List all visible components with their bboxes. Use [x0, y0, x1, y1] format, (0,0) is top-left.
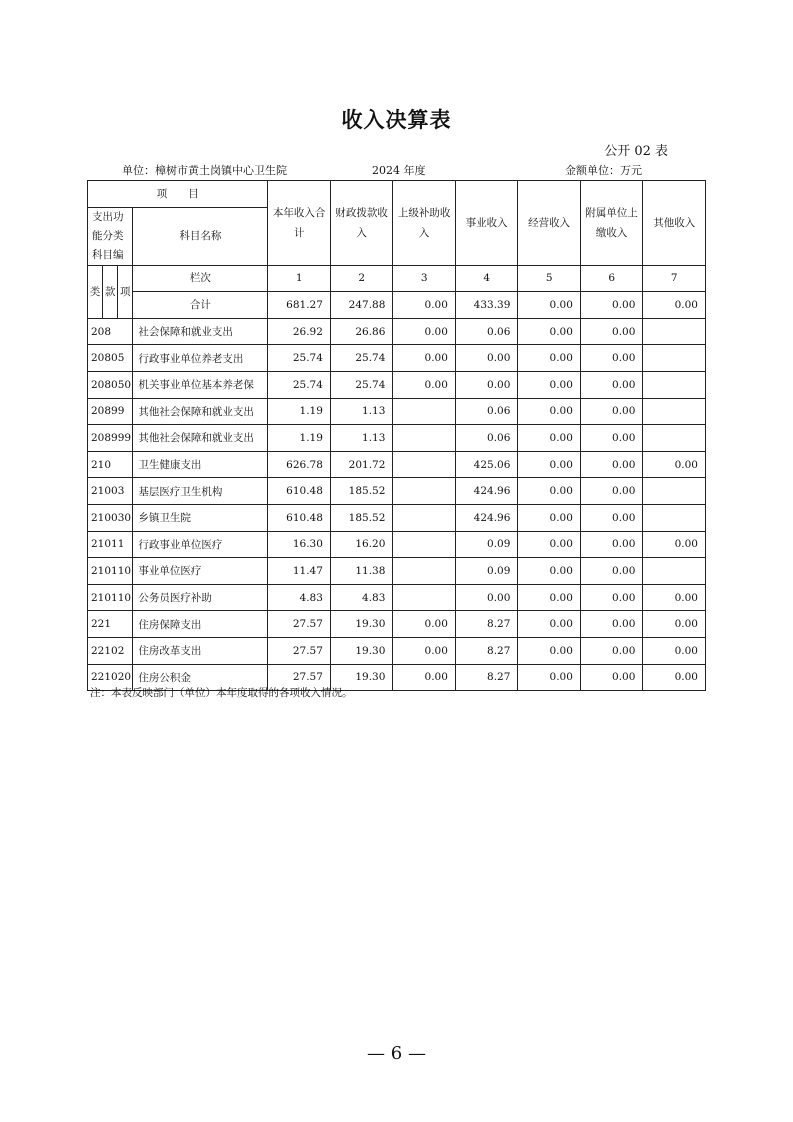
value-cell: 0.00 — [393, 371, 456, 398]
value-cell: 25.74 — [268, 371, 331, 398]
value-cell: 0.00 — [580, 611, 643, 638]
row-label: 栏次 — [133, 265, 268, 292]
table-row — [88, 584, 706, 611]
total-label: 合计 — [133, 292, 268, 319]
column-index-row — [88, 265, 706, 292]
value-cell: 185.52 — [330, 478, 393, 505]
value-cell: 1.13 — [330, 425, 393, 452]
value-cell: 0.00 — [518, 637, 581, 664]
value-cell: 27.57 — [268, 637, 331, 664]
form-number: 公开 02 表 — [604, 144, 668, 159]
value-cell: 0.09 — [455, 531, 518, 558]
subject-name: 行政事业单位医疗 — [133, 531, 268, 558]
subject-name: 公务员医疗补助 — [133, 584, 268, 611]
value-cell: 0.00 — [643, 584, 706, 611]
unit-name: 单位：樟树市黄土岗镇中心卫生院 — [122, 164, 287, 177]
value-cell — [643, 478, 706, 505]
value-cell: 425.06 — [455, 451, 518, 478]
table-row — [88, 398, 706, 425]
value-cell: 0.00 — [580, 478, 643, 505]
subject-code: 20805 — [88, 345, 133, 372]
func-code-header: 支出功能分类科目编 — [88, 207, 133, 265]
value-cell: 8.27 — [455, 637, 518, 664]
subject-name: 基层医疗卫生机构 — [133, 478, 268, 505]
subject-name-header: 科目名称 — [133, 207, 268, 265]
subject-code: 221020 — [88, 664, 133, 691]
subject-name: 事业单位医疗 — [133, 558, 268, 585]
col-header-2: 财政拨款收入 — [330, 181, 393, 266]
value-cell: 610.48 — [268, 504, 331, 531]
value-cell: 0.00 — [518, 425, 581, 452]
page-title: 收入决算表 — [341, 108, 452, 132]
value-cell: 0.00 — [518, 345, 581, 372]
value-cell: 0.00 — [393, 345, 456, 372]
value-cell — [643, 318, 706, 345]
table-row — [88, 345, 706, 372]
value-cell — [643, 504, 706, 531]
value-cell — [643, 371, 706, 398]
table-row — [88, 611, 706, 638]
income-table — [87, 180, 706, 691]
value-cell: 0.00 — [518, 504, 581, 531]
value-cell — [393, 531, 456, 558]
subject-name: 住房改革支出 — [133, 637, 268, 664]
value-cell — [643, 425, 706, 452]
value-cell: 1.19 — [268, 398, 331, 425]
subject-code: 22102 — [88, 637, 133, 664]
value-cell: 26.86 — [330, 318, 393, 345]
value-cell: 0.00 — [518, 451, 581, 478]
subject-code: 221 — [88, 611, 133, 638]
col-header-7: 其他收入 — [643, 181, 706, 266]
kuan-header: 款 — [103, 265, 118, 318]
table-row — [88, 318, 706, 345]
subject-code: 208050 — [88, 371, 133, 398]
value-cell: 0.00 — [580, 664, 643, 691]
subject-name: 机关事业单位基本养老保 — [133, 371, 268, 398]
value-cell: 0.00 — [643, 531, 706, 558]
subject-code: 210 — [88, 451, 133, 478]
subject-code: 210110 — [88, 584, 133, 611]
value-cell: 8.27 — [455, 611, 518, 638]
value-cell: 27.57 — [268, 611, 331, 638]
value-cell: 4.83 — [330, 584, 393, 611]
value-cell: 0.00 — [580, 371, 643, 398]
value-cell: 16.30 — [268, 531, 331, 558]
value-cell: 25.74 — [330, 345, 393, 372]
table-row — [88, 637, 706, 664]
col-header-5: 经营收入 — [518, 181, 581, 266]
value-cell — [393, 584, 456, 611]
value-cell: 0.00 — [455, 371, 518, 398]
total-cell: 0.00 — [393, 292, 456, 319]
value-cell: 0.00 — [580, 558, 643, 585]
value-cell: 0.00 — [393, 637, 456, 664]
table-row — [88, 478, 706, 505]
value-cell: 610.48 — [268, 478, 331, 505]
value-cell: 0.00 — [643, 637, 706, 664]
subject-code: 208999 — [88, 425, 133, 452]
total-cell: 0.00 — [518, 292, 581, 319]
total-row — [88, 292, 706, 319]
value-cell: 1.13 — [330, 398, 393, 425]
table-row — [88, 504, 706, 531]
value-cell: 0.00 — [518, 664, 581, 691]
report-year: 2024 年度 — [372, 164, 426, 177]
col-header-6: 附属单位上缴收入 — [580, 181, 643, 266]
value-cell — [393, 558, 456, 585]
table-row — [88, 425, 706, 452]
total-cell: 433.39 — [455, 292, 518, 319]
col-index-3: 3 — [393, 265, 456, 292]
value-cell: 25.74 — [330, 371, 393, 398]
value-cell: 0.00 — [580, 345, 643, 372]
header-row-1 — [88, 181, 706, 208]
value-cell: 0.00 — [580, 425, 643, 452]
value-cell: 0.06 — [455, 398, 518, 425]
subject-name: 住房保障支出 — [133, 611, 268, 638]
value-cell: 19.30 — [330, 637, 393, 664]
value-cell: 19.30 — [330, 611, 393, 638]
col-index-7: 7 — [643, 265, 706, 292]
value-cell — [393, 478, 456, 505]
value-cell — [643, 398, 706, 425]
subject-name: 卫生健康支出 — [133, 451, 268, 478]
value-cell: 0.00 — [580, 451, 643, 478]
col-header-3: 上级补助收入 — [393, 181, 456, 266]
value-cell: 0.00 — [393, 611, 456, 638]
page-number: — 6 — — [367, 1043, 426, 1064]
value-cell: 0.00 — [393, 318, 456, 345]
value-cell: 4.83 — [268, 584, 331, 611]
value-cell: 16.20 — [330, 531, 393, 558]
total-cell: 247.88 — [330, 292, 393, 319]
subject-name: 乡镇卫生院 — [133, 504, 268, 531]
xiang-header: 项 — [118, 265, 133, 318]
value-cell: 424.96 — [455, 478, 518, 505]
item-header: 项 目 — [88, 181, 268, 208]
footnote: 注：本表反映部门（单位）本年度取得的各项收入情况。 — [90, 687, 353, 699]
value-cell: 0.00 — [518, 611, 581, 638]
value-cell: 0.00 — [518, 478, 581, 505]
value-cell: 0.00 — [580, 637, 643, 664]
table-row — [88, 451, 706, 478]
value-cell: 0.00 — [580, 318, 643, 345]
value-cell — [393, 398, 456, 425]
money-unit: 金额单位：万元 — [565, 164, 642, 177]
value-cell — [393, 504, 456, 531]
subject-code: 21003 — [88, 478, 133, 505]
value-cell: 8.27 — [455, 664, 518, 691]
value-cell: 0.00 — [393, 664, 456, 691]
subject-name: 其他社会保障和就业支出 — [133, 425, 268, 452]
col-index-1: 1 — [268, 265, 331, 292]
value-cell: 201.72 — [330, 451, 393, 478]
col-header-1: 本年收入合计 — [268, 181, 331, 266]
value-cell: 25.74 — [268, 345, 331, 372]
value-cell: 0.00 — [643, 664, 706, 691]
total-cell: 681.27 — [268, 292, 331, 319]
value-cell: 0.00 — [518, 318, 581, 345]
value-cell: 0.00 — [455, 345, 518, 372]
value-cell: 27.57 — [268, 664, 331, 691]
value-cell: 0.00 — [580, 504, 643, 531]
value-cell — [393, 425, 456, 452]
lei-header: 类 — [88, 265, 103, 318]
value-cell: 0.00 — [518, 584, 581, 611]
value-cell: 0.00 — [580, 531, 643, 558]
value-cell: 0.00 — [518, 398, 581, 425]
value-cell: 19.30 — [330, 664, 393, 691]
value-cell: 626.78 — [268, 451, 331, 478]
subject-name: 行政事业单位养老支出 — [133, 345, 268, 372]
col-index-5: 5 — [518, 265, 581, 292]
subject-code: 210030 — [88, 504, 133, 531]
value-cell: 424.96 — [455, 504, 518, 531]
total-cell: 0.00 — [643, 292, 706, 319]
value-cell — [393, 451, 456, 478]
col-index-4: 4 — [455, 265, 518, 292]
subject-name: 住房公积金 — [133, 664, 268, 691]
subject-code: 208 — [88, 318, 133, 345]
value-cell: 11.47 — [268, 558, 331, 585]
value-cell: 0.00 — [643, 611, 706, 638]
col-header-4: 事业收入 — [455, 181, 518, 266]
table-row — [88, 531, 706, 558]
value-cell: 11.38 — [330, 558, 393, 585]
col-index-2: 2 — [330, 265, 393, 292]
subject-name: 其他社会保障和就业支出 — [133, 398, 268, 425]
subject-code: 210110 — [88, 558, 133, 585]
value-cell: 0.00 — [518, 531, 581, 558]
value-cell: 0.00 — [518, 371, 581, 398]
value-cell: 0.00 — [455, 584, 518, 611]
value-cell: 0.06 — [455, 425, 518, 452]
value-cell: 185.52 — [330, 504, 393, 531]
value-cell: 0.00 — [580, 584, 643, 611]
value-cell — [643, 558, 706, 585]
table-row — [88, 558, 706, 585]
value-cell: 0.00 — [518, 558, 581, 585]
table-row — [88, 371, 706, 398]
value-cell: 0.09 — [455, 558, 518, 585]
total-cell: 0.00 — [580, 292, 643, 319]
value-cell: 0.06 — [455, 318, 518, 345]
value-cell — [643, 345, 706, 372]
value-cell: 0.00 — [643, 451, 706, 478]
value-cell: 1.19 — [268, 425, 331, 452]
subject-name: 社会保障和就业支出 — [133, 318, 268, 345]
subject-code: 20899 — [88, 398, 133, 425]
value-cell: 26.92 — [268, 318, 331, 345]
value-cell: 0.00 — [580, 398, 643, 425]
col-index-6: 6 — [580, 265, 643, 292]
subject-code: 21011 — [88, 531, 133, 558]
